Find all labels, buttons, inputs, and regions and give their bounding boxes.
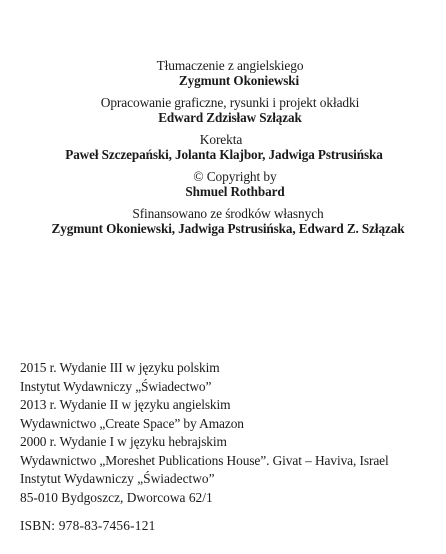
edition-line: Wydawnictwo „Moreshet Publications House”. Givat – Haviva, Israel — [20, 452, 389, 468]
edition-line: Wydawnictwo „Create Space” by Amazon — [20, 415, 244, 431]
edition-line: 2000 r. Wydanie I w języku hebrajskim — [20, 434, 227, 450]
credit-role: Tłumaczenie z angielskiego — [156, 58, 304, 73]
publisher-address — [20, 469, 440, 507]
edition-line: Instytut Wydawniczy „Świadectwo” — [20, 378, 212, 394]
credit-graphic-design — [0, 95, 446, 132]
credit-role: Opracowanie graficzne, rysunki i projekt okładki — [100, 95, 360, 110]
credit-copyright — [0, 169, 446, 206]
edition-line: 2015 r. Wydanie III w języku polskim — [20, 360, 220, 375]
credit-names: Edward Zdzisław Szłązak — [158, 110, 302, 125]
credit-funding — [0, 206, 446, 243]
credit-names: Zygmunt Okoniewski, Jadwiga Pstrusińska, Edward Z. Szłązak — [51, 221, 405, 236]
editions-list — [20, 359, 440, 471]
credit-role: © Copyright by — [193, 169, 277, 184]
credit-names: Paweł Szczepański, Jolanta Klajbor, Jadwiga Pstrusińska — [65, 147, 383, 162]
edition-line: 2013 r. Wydanie II w języku angielskim — [20, 397, 231, 413]
credits-section — [0, 58, 446, 243]
address-line: Instytut Wydawniczy „Świadectwo” — [20, 471, 215, 486]
credit-translation — [0, 58, 446, 95]
credit-role: Korekta — [199, 132, 243, 147]
credit-role: Sfinansowano ze środków własnych — [132, 206, 324, 221]
address-line: 85-010 Bydgoszcz, Dworcowa 62/1 — [20, 490, 213, 505]
isbn: ISBN: 978-83-7456-121 — [20, 518, 156, 533]
credit-names: Zygmunt Okoniewski — [178, 73, 300, 88]
credit-names: Shmuel Rothbard — [185, 184, 285, 199]
credit-proofreading — [0, 132, 446, 169]
